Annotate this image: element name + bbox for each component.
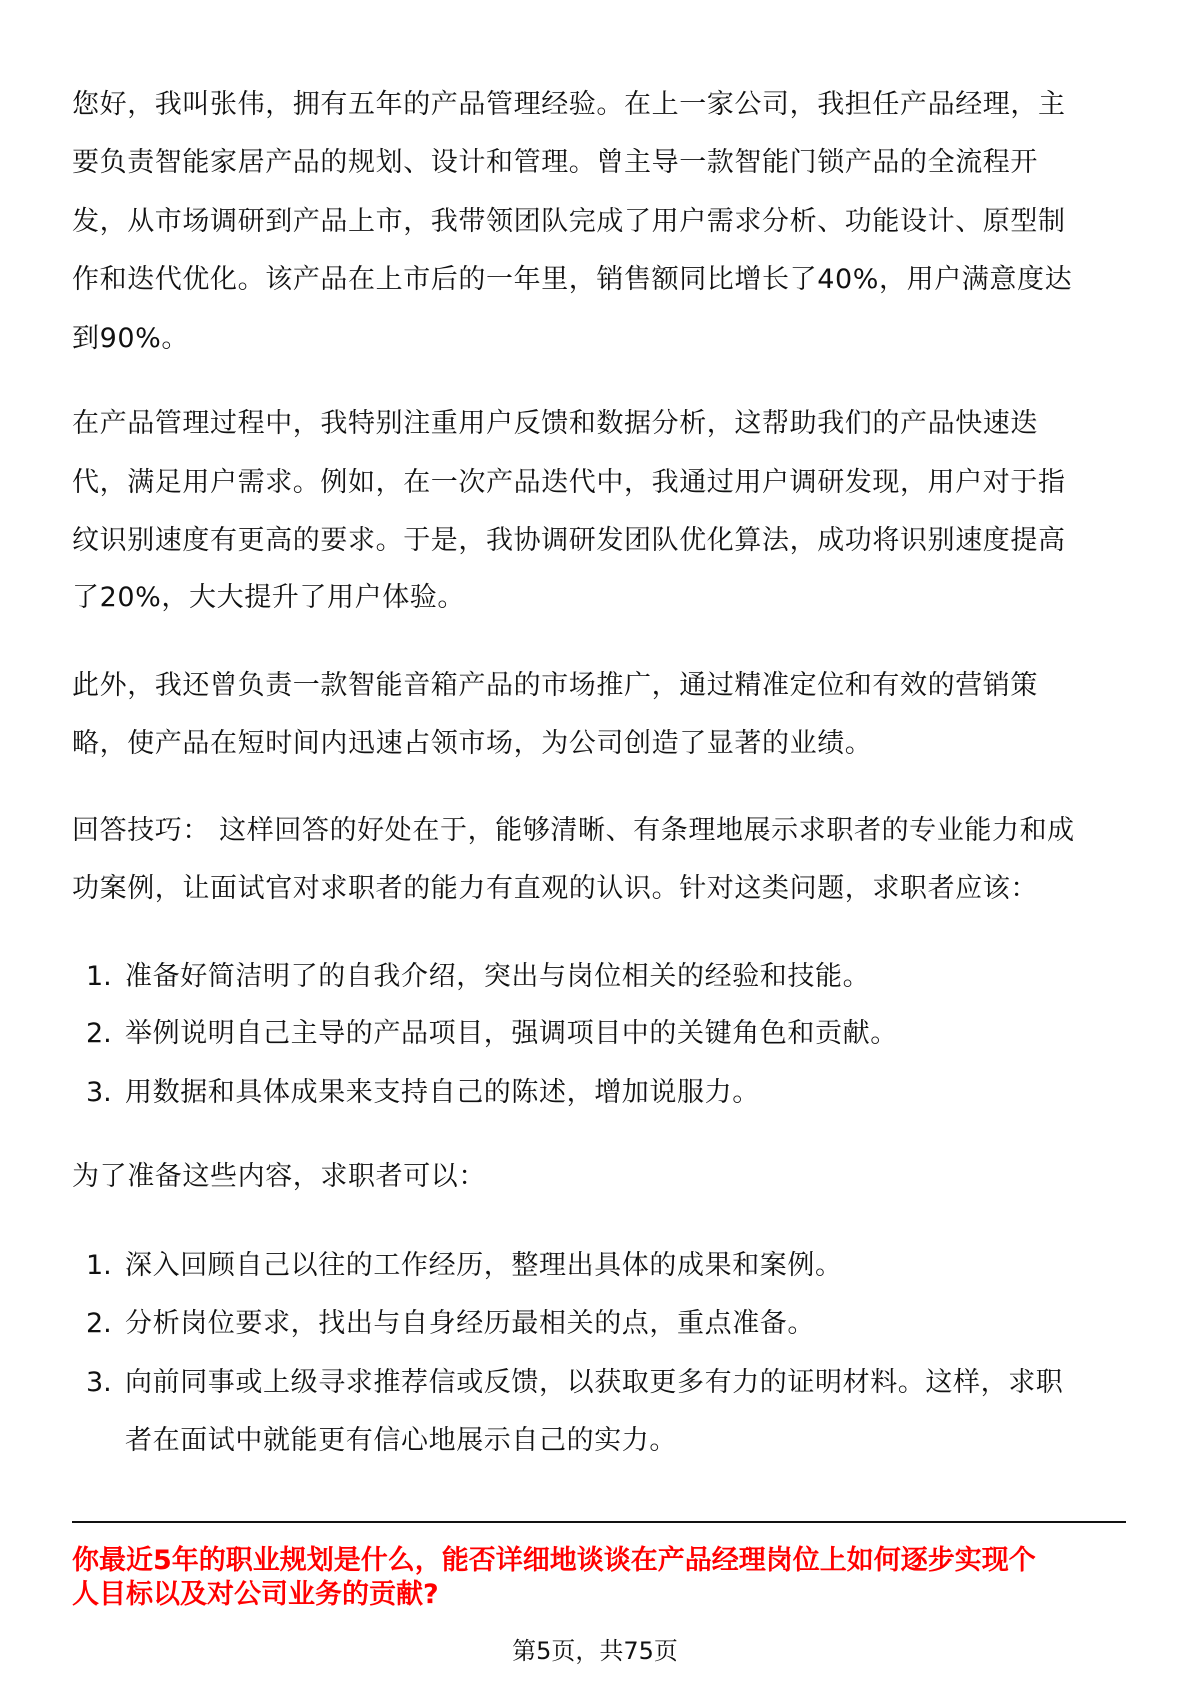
- paragraph-line: 回答技巧： 这样回答的好处在于，能够清晰、有条理地展示求职者的专业能力和成: [72, 815, 1075, 846]
- list-item-text: 深入回顾自己以往的工作经历，整理出具体的成果和案例。: [125, 1250, 843, 1281]
- paragraph-line: 发，从市场调研到产品上市，我带领团队完成了用户需求分析、功能设计、原型制: [72, 206, 1066, 237]
- list-item-text: 准备好简洁明了的自我介绍，突出与岗位相关的经验和技能。: [125, 961, 871, 992]
- list-number: 3.: [86, 1077, 112, 1108]
- paragraph-line: 了20%，大大提升了用户体验。: [72, 582, 466, 613]
- list-item-text: 向前同事或上级寻求推荐信或反馈，以获取更多有力的证明材料。这样，求职: [125, 1367, 1064, 1398]
- list-number: 2.: [86, 1308, 112, 1339]
- list-number: 1.: [86, 1250, 112, 1281]
- paragraph-line: 您好，我叫张伟，拥有五年的产品管理经验。在上一家公司，我担任产品经理，主: [72, 89, 1066, 120]
- page-number: 第5页，共75页: [512, 1637, 678, 1665]
- paragraph-line: 功案例，让面试官对求职者的能力有直观的认识。针对这类问题，求职者应该：: [72, 873, 1038, 904]
- list-item-text: 者在面试中就能更有信心地展示自己的实力。: [125, 1425, 677, 1456]
- paragraph-line: 在产品管理过程中，我特别注重用户反馈和数据分析，这帮助我们的产品快速迭: [72, 408, 1038, 439]
- list-item-text: 用数据和具体成果来支持自己的陈述，增加说服力。: [125, 1077, 760, 1108]
- paragraph-line: 此外，我还曾负责一款智能音箱产品的市场推广，通过精准定位和有效的营销策: [72, 670, 1038, 701]
- list-number: 1.: [86, 961, 112, 992]
- list-item-text: 分析岗位要求，找出与自身经历最相关的点，重点准备。: [125, 1308, 815, 1339]
- section-divider: [72, 1521, 1126, 1523]
- paragraph-line: 要负责智能家居产品的规划、设计和管理。曾主导一款智能门锁产品的全流程开: [72, 147, 1038, 178]
- list-number: 3.: [86, 1367, 112, 1398]
- paragraph-line: 纹识别速度有更高的要求。于是，我协调研发团队优化算法，成功将识别速度提高: [72, 525, 1066, 556]
- paragraph-line: 到90%。: [72, 323, 190, 354]
- question-line-1: 你最近5年的职业规划是什么，能否详细地谈谈在产品经理岗位上如何逐步实现个: [72, 1545, 1036, 1576]
- list-number: 2.: [86, 1018, 112, 1049]
- paragraph-line: 为了准备这些内容，求职者可以：: [72, 1161, 486, 1192]
- question-line-2: 人目标以及对公司业务的贡献?: [72, 1579, 439, 1610]
- paragraph-line: 作和迭代优化。该产品在上市后的一年里，销售额同比增长了40%，用户满意度达: [72, 264, 1073, 295]
- paragraph-line: 略，使产品在短时间内迅速占领市场，为公司创造了显著的业绩。: [72, 728, 873, 759]
- paragraph-line: 代，满足用户需求。例如，在一次产品迭代中，我通过用户调研发现，用户对于指: [72, 467, 1066, 498]
- list-item-text: 举例说明自己主导的产品项目，强调项目中的关键角色和贡献。: [125, 1018, 898, 1049]
